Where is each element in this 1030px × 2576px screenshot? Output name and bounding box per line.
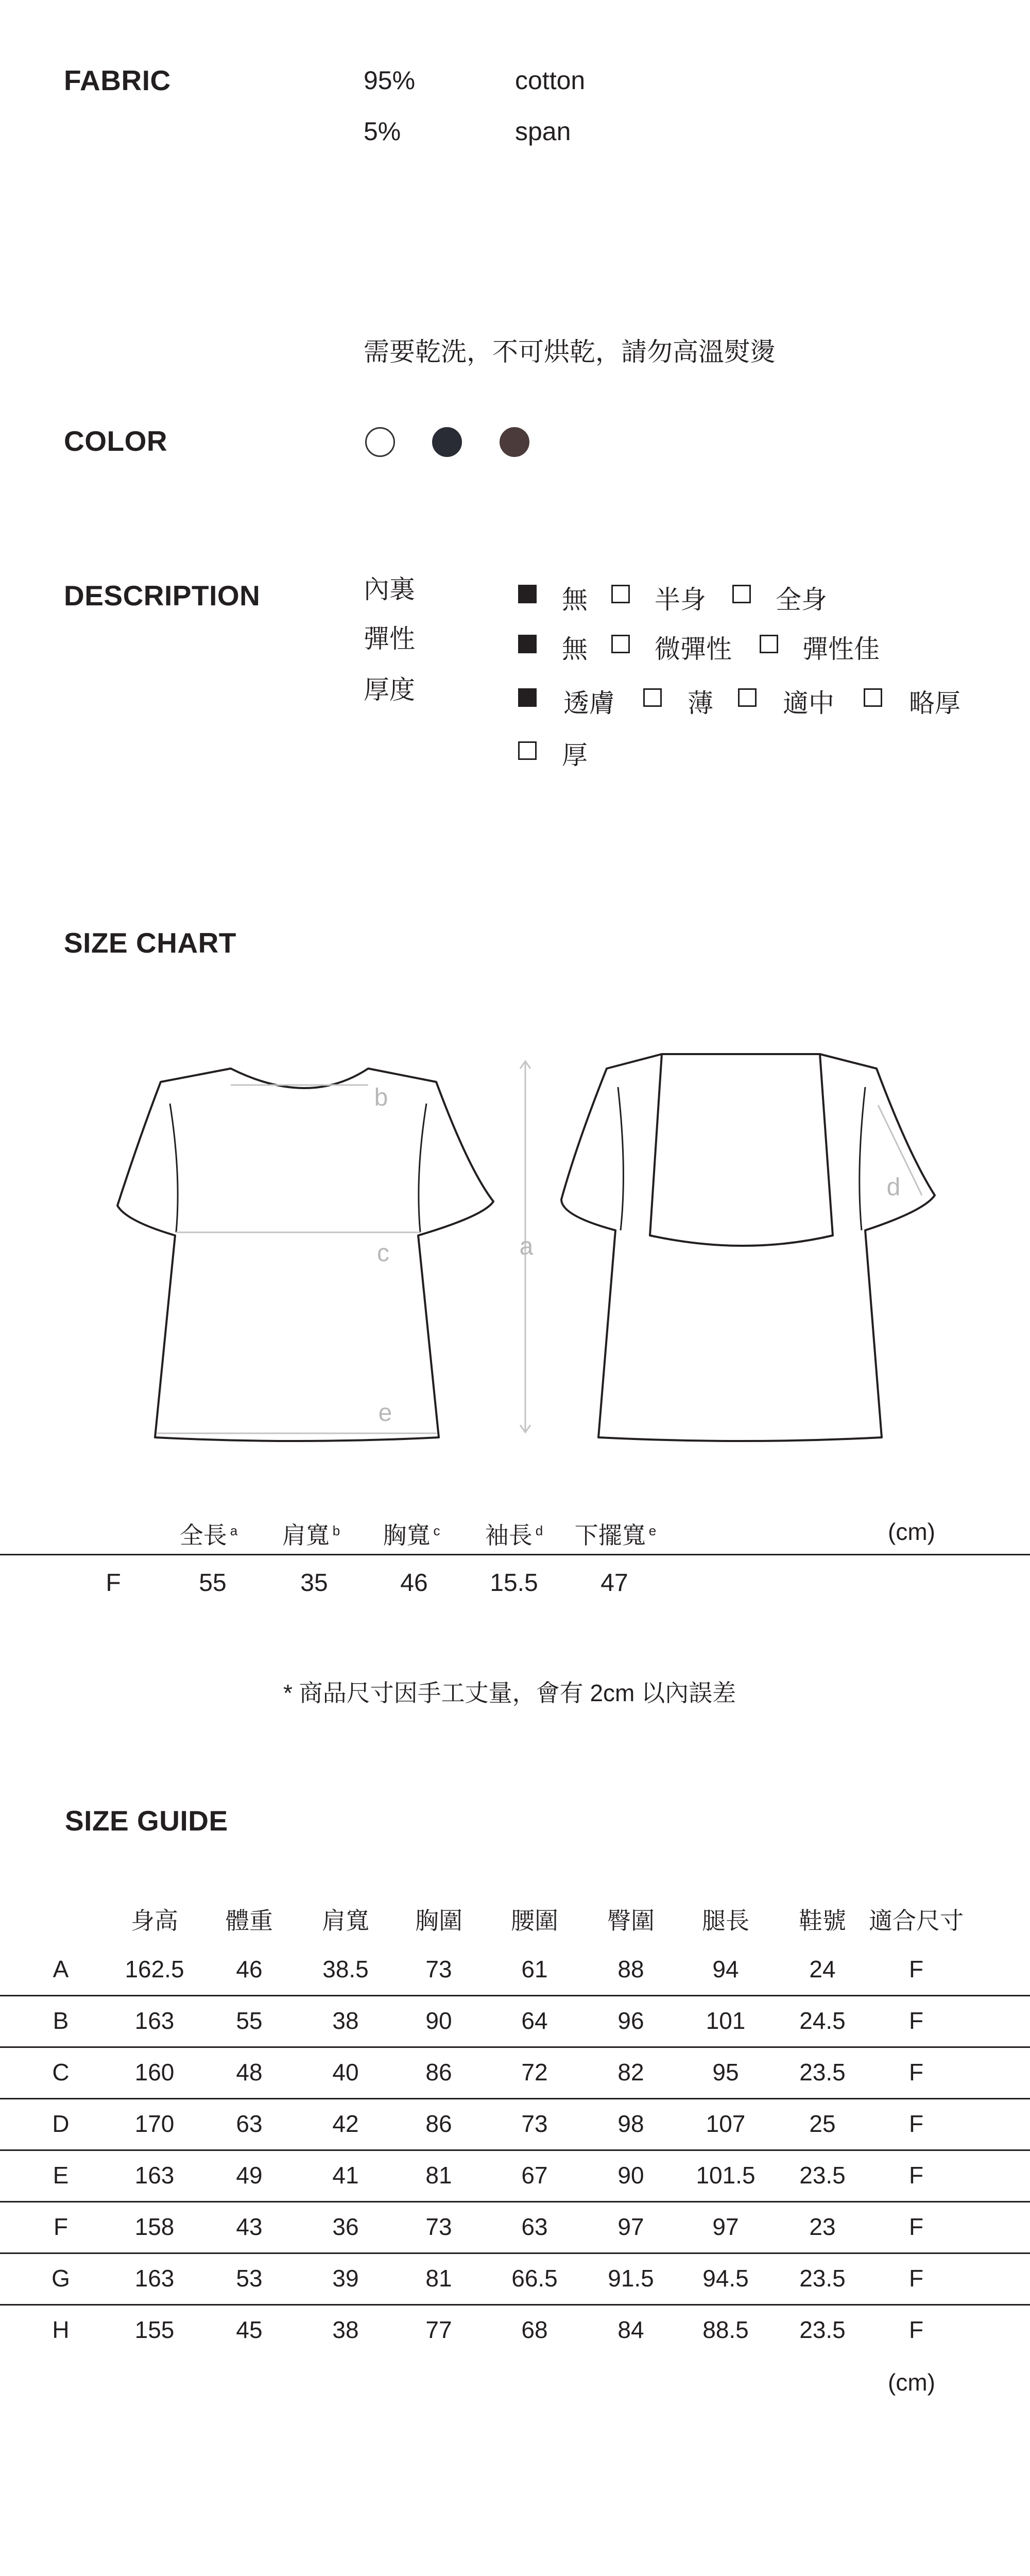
- size-guide-cell: 97: [712, 2213, 739, 2240]
- size-guide-cell: 94.5: [702, 2265, 749, 2292]
- size-guide-cell: F: [908, 2162, 924, 2189]
- size-chart-value: 55: [199, 1569, 227, 1597]
- header-shoulder-width: 肩寬 $^b$: [282, 1522, 340, 1549]
- size-guide-cell: 163: [134, 2007, 175, 2034]
- size-guide-cell: F: [908, 1956, 924, 1982]
- size-guide-cell: 73: [425, 2213, 452, 2240]
- size-guide-header: 身高: [131, 1907, 178, 1934]
- size-guide-cell: 23.5: [799, 2059, 846, 2086]
- size-guide-cell: 36: [332, 2213, 359, 2240]
- thickness-option-slightly-thick: 略厚: [909, 689, 960, 718]
- elasticity-option-slight-checkbox: [611, 635, 630, 653]
- size-guide-cell: 97: [617, 2213, 644, 2240]
- size-guide-cell: 67: [521, 2162, 548, 2189]
- lining-option-full-checkbox: [732, 585, 751, 603]
- size-guide-cell: 88.5: [702, 2316, 749, 2343]
- size-guide-cell: 81: [425, 2162, 452, 2189]
- size-guide-cell: 53: [236, 2265, 263, 2292]
- size-guide-cell: 45: [236, 2316, 263, 2343]
- size-guide-cell: F: [908, 2316, 924, 2343]
- thickness-option-thick-checkbox: [518, 741, 537, 760]
- size-guide-cell: 23.5: [799, 2316, 846, 2343]
- fabric-percent-1: 95%: [364, 66, 416, 95]
- size-guide-header: 適合尺寸: [869, 1907, 964, 1934]
- white-swatch: [365, 427, 395, 457]
- size-guide-cell: 90: [617, 2162, 644, 2189]
- diagram-label-a: a: [519, 1233, 534, 1260]
- size-guide-cell: 86: [425, 2110, 452, 2137]
- thickness-label: 厚度: [364, 675, 415, 704]
- size-guide-model-label: C: [52, 2059, 70, 2086]
- size-guide-cell: F: [908, 2110, 924, 2137]
- front-tshirt-outline: [117, 1069, 493, 1441]
- diagram-label-d: d: [886, 1174, 901, 1201]
- description-label: DESCRIPTION: [64, 580, 261, 612]
- size-guide-cell: 170: [134, 2110, 175, 2137]
- thickness-option-thick: 厚: [562, 741, 588, 770]
- size-guide-cell: 84: [617, 2316, 644, 2343]
- size-guide-model-label: A: [53, 1956, 69, 1982]
- size-guide-cell: 25: [809, 2110, 836, 2137]
- front-right-seam: [419, 1104, 426, 1232]
- elasticity-option-none: 無: [562, 635, 588, 664]
- elasticity-option-good: 彈性佳: [802, 635, 880, 664]
- elasticity-option-good-checkbox: [760, 635, 778, 653]
- size-guide-cell: 38: [332, 2007, 359, 2034]
- header-sleeve-length: 袖長 $^d$: [485, 1522, 543, 1549]
- navy-swatch: [432, 427, 462, 457]
- size-guide-cell: 61: [521, 1956, 548, 1982]
- size-guide-cell: 158: [134, 2213, 175, 2240]
- lining-option-full: 全身: [776, 585, 827, 614]
- size-guide-header: 胸圍: [415, 1907, 462, 1934]
- size-guide-cell: 23: [809, 2213, 836, 2240]
- thickness-option-sheer: 透膚: [563, 689, 615, 718]
- size-guide-cell: 38: [332, 2316, 359, 2343]
- size-chart-value: 15.5: [490, 1569, 538, 1597]
- fabric-material-2: span: [515, 117, 571, 146]
- color-label: COLOR: [64, 425, 168, 457]
- size-guide-row-divider: [0, 2201, 1030, 2202]
- elasticity-option-none-checkbox: [518, 635, 537, 653]
- size-guide-cell: 40: [332, 2059, 359, 2086]
- size-guide-cell: 23.5: [799, 2265, 846, 2292]
- thickness-option-slightly-thick-checkbox: [864, 688, 882, 707]
- size-guide-cell: 160: [134, 2059, 175, 2086]
- size-chart-value: 35: [300, 1569, 328, 1597]
- size-chart-divider: [0, 1554, 1030, 1555]
- thickness-option-sheer-checkbox: [518, 688, 537, 707]
- size-guide-cell: 94: [712, 1956, 739, 1982]
- size-guide-cell: 77: [425, 2316, 452, 2343]
- size-guide-cell: 90: [425, 2007, 452, 2034]
- size-guide-cell: 72: [521, 2059, 548, 2086]
- size-guide-cell: 38.5: [322, 1956, 369, 1982]
- back-left-seam: [618, 1087, 623, 1230]
- thickness-option-medium-checkbox: [738, 688, 757, 707]
- thickness-option-medium: 適中: [783, 689, 834, 718]
- lining-option-half: 半身: [655, 585, 706, 614]
- size-guide-cell: 41: [332, 2162, 359, 2189]
- size-guide-row-divider: [0, 2149, 1030, 2151]
- fabric-material-1: cotton: [515, 66, 586, 95]
- size-guide-cell: 155: [134, 2316, 175, 2343]
- measurement-note: * 商品尺寸因手工丈量，會有 2cm 以內誤差: [283, 1680, 736, 1706]
- care-instructions: 需要乾洗，不可烘乾，請勿高溫熨燙: [364, 337, 776, 366]
- lining-option-half-checkbox: [611, 585, 630, 603]
- size-guide-cell: F: [908, 2213, 924, 2240]
- size-guide-cell: 63: [521, 2213, 548, 2240]
- size-guide-cell: 55: [236, 2007, 263, 2034]
- size-guide-cell: 91.5: [608, 2265, 654, 2292]
- header-hem-width: 下擺寬 $^e$: [574, 1522, 657, 1549]
- elasticity-label: 彈性: [364, 624, 415, 653]
- size-guide-cell: 107: [706, 2110, 746, 2137]
- front-left-seam: [170, 1104, 178, 1232]
- size-guide-header: 鞋號: [799, 1907, 846, 1934]
- size-guide-model-label: G: [52, 2265, 70, 2292]
- size-guide-cell: 64: [521, 2007, 548, 2034]
- size-guide-header: 腿長: [702, 1907, 749, 1934]
- diagram-label-c: c: [377, 1240, 389, 1267]
- size-guide-row-divider: [0, 2046, 1030, 2048]
- size-guide-cell: 63: [236, 2110, 263, 2137]
- size-guide-row-divider: [0, 2098, 1030, 2099]
- size-guide-cell: 42: [332, 2110, 359, 2137]
- size-chart-size-f: F: [106, 1569, 121, 1597]
- diagram-label-b: b: [374, 1084, 388, 1111]
- size-guide-cell: 162.5: [125, 1956, 184, 1982]
- diagram-label-e: e: [378, 1399, 392, 1427]
- size-guide-header: 臀圍: [607, 1907, 655, 1934]
- garment-diagram: [0, 1041, 1030, 1453]
- size-guide-cell: 23.5: [799, 2162, 846, 2189]
- size-guide-model-label: H: [52, 2316, 70, 2343]
- size-guide-model-label: D: [52, 2110, 70, 2137]
- lining-option-none: 無: [562, 585, 588, 614]
- size-guide-cell: 98: [617, 2110, 644, 2137]
- thickness-option-thin: 薄: [688, 689, 713, 718]
- size-guide-cell: 81: [425, 2265, 452, 2292]
- size-guide-header: 體重: [226, 1907, 273, 1934]
- size-guide-row-divider: [0, 2252, 1030, 2254]
- header-total-length: 全長 $^a$: [179, 1522, 238, 1549]
- size-guide-cell: 101.5: [696, 2162, 756, 2189]
- size-guide-model-label: F: [53, 2213, 68, 2240]
- size-guide-label: SIZE GUIDE: [65, 1805, 228, 1837]
- size-guide-cell: 24.5: [799, 2007, 846, 2034]
- fabric-label: FABRIC: [64, 64, 171, 96]
- size-guide-cell: 39: [332, 2265, 359, 2292]
- size-guide-header: 腰圍: [511, 1907, 558, 1934]
- size-chart-label: SIZE CHART: [64, 927, 236, 959]
- size-guide-model-label: E: [53, 2162, 69, 2189]
- size-guide-cell: 66.5: [511, 2265, 558, 2292]
- size-guide-cell: 49: [236, 2162, 263, 2189]
- back-tshirt-outline: [561, 1054, 935, 1441]
- size-guide-cell: 43: [236, 2213, 263, 2240]
- size-guide-cell: 163: [134, 2162, 175, 2189]
- size-guide-cell: 68: [521, 2316, 548, 2343]
- size-guide-cell: 86: [425, 2059, 452, 2086]
- size-guide-cell: 88: [617, 1956, 644, 1982]
- size-guide-header: 肩寬: [322, 1907, 369, 1934]
- lining-option-none-checkbox: [518, 585, 537, 603]
- size-guide-cell: F: [908, 2007, 924, 2034]
- size-chart-value: 47: [600, 1569, 628, 1597]
- size-guide-cell: 96: [617, 2007, 644, 2034]
- brown-swatch: [500, 427, 529, 457]
- header-chest-width: 胸寬 $^c$: [383, 1522, 440, 1549]
- thickness-option-thin-checkbox: [643, 688, 662, 707]
- size-chart-value: 46: [400, 1569, 428, 1597]
- size-guide-row-divider: [0, 1995, 1030, 1996]
- fabric-percent-2: 5%: [364, 117, 401, 146]
- size-guide-unit: (cm): [888, 2369, 935, 2396]
- size-guide-cell: F: [908, 2059, 924, 2086]
- size-guide-cell: 46: [236, 1956, 263, 1982]
- size-guide-model-label: B: [53, 2007, 69, 2034]
- back-right-seam: [860, 1087, 865, 1230]
- size-guide-cell: 73: [425, 1956, 452, 1982]
- size-guide-cell: F: [908, 2265, 924, 2292]
- back-yoke-panel: [650, 1054, 833, 1246]
- lining-label: 內裏: [364, 575, 415, 604]
- size-guide-cell: 163: [134, 2265, 175, 2292]
- size-guide-cell: 73: [521, 2110, 548, 2137]
- elasticity-option-slight: 微彈性: [655, 635, 732, 664]
- size-guide-cell: 101: [706, 2007, 746, 2034]
- size-guide-cell: 48: [236, 2059, 263, 2086]
- size-guide-cell: 24: [809, 1956, 836, 1982]
- size-guide-cell: 82: [617, 2059, 644, 2086]
- size-guide-cell: 95: [712, 2059, 739, 2086]
- size-guide-row-divider: [0, 2304, 1030, 2306]
- size-chart-unit: (cm): [888, 1518, 935, 1545]
